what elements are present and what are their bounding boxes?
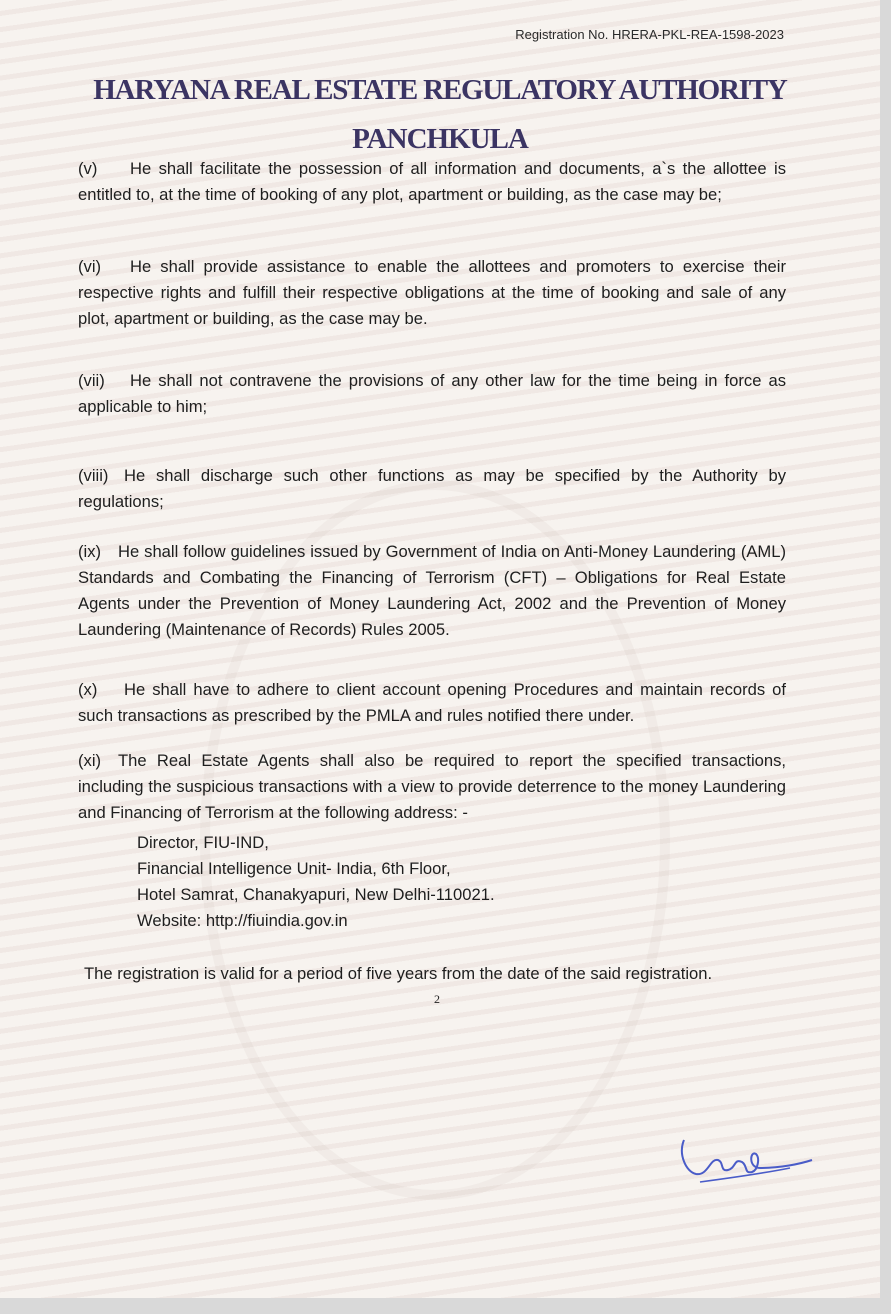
signature: [670, 1128, 820, 1198]
clause-number: (x): [78, 680, 98, 699]
clause-text: The Real Estate Agents shall also be required to report the specified transactions, including the suspicious transactions with a view to provide deterrence to the money Laundering and Financing of Terrorism at the following address: -: [78, 751, 786, 822]
clause-text: He shall not contravene the provisions of any other law for the time being in force as applicable to him;: [78, 371, 786, 416]
page-number: 2: [434, 992, 440, 1006]
clause-text: He shall discharge such other functions as may be specified by the Authority by regulations;: [78, 466, 786, 511]
clause-v: [78, 156, 786, 208]
clause-number: (v): [78, 159, 98, 178]
clause-number: (viii): [78, 466, 109, 485]
address-line: Hotel Samrat, Chanakyapuri, New Delhi-110021.: [137, 885, 495, 904]
registration-number: Registration No. HRERA-PKL-REA-1598-2023: [515, 27, 784, 42]
clause-text: He shall provide assistance to enable the allottees and promoters to exercise their respective rights and fulfill their respective obligations at the time of booking and sale of any plot, apartment or building, as the case may be.: [78, 257, 786, 328]
authority-title: HARYANA REAL ESTATE REGULATORY AUTHORITY: [93, 74, 787, 106]
address-line: Financial Intelligence Unit- India, 6th Floor,: [137, 859, 451, 878]
clause-number: (xi): [78, 751, 102, 770]
clause-text: He shall have to adhere to client account opening Procedures and maintain records of such transactions as prescribed by the PMLA and rules notified there under.: [78, 680, 786, 725]
clause-ix: [78, 539, 786, 643]
address-line: Director, FIU-IND,: [137, 833, 269, 852]
clause-xi: [78, 748, 786, 826]
clause-number: (ix): [78, 542, 102, 561]
clause-vii: [78, 368, 786, 420]
clause-x: [78, 677, 786, 729]
clause-number: (vi): [78, 257, 102, 276]
address-website: Website: http://fiuindia.gov.in: [137, 911, 348, 930]
clause-text: He shall follow guidelines issued by Government of India on Anti-Money Laundering (AML) Standards and Combating the Financing of Terrorism (CFT) – Obligations for Real Estate Agents under the Prevention of Money Laundering Act, 2002 and the Prevention of Money Laundering (Maintenance of Records) Rules 2005.: [78, 542, 786, 639]
clause-text: He shall facilitate the possession of all information and documents, a`s the allottee is entitled to, at the time of booking of any plot, apartment or building, as the case may be;: [78, 159, 786, 204]
clause-number: (vii): [78, 371, 105, 390]
clause-vi: [78, 254, 786, 332]
clause-viii: [78, 463, 786, 515]
authority-location: PANCHKULA: [352, 123, 528, 155]
validity-statement: The registration is valid for a period of five years from the date of the said registration.: [84, 964, 713, 983]
